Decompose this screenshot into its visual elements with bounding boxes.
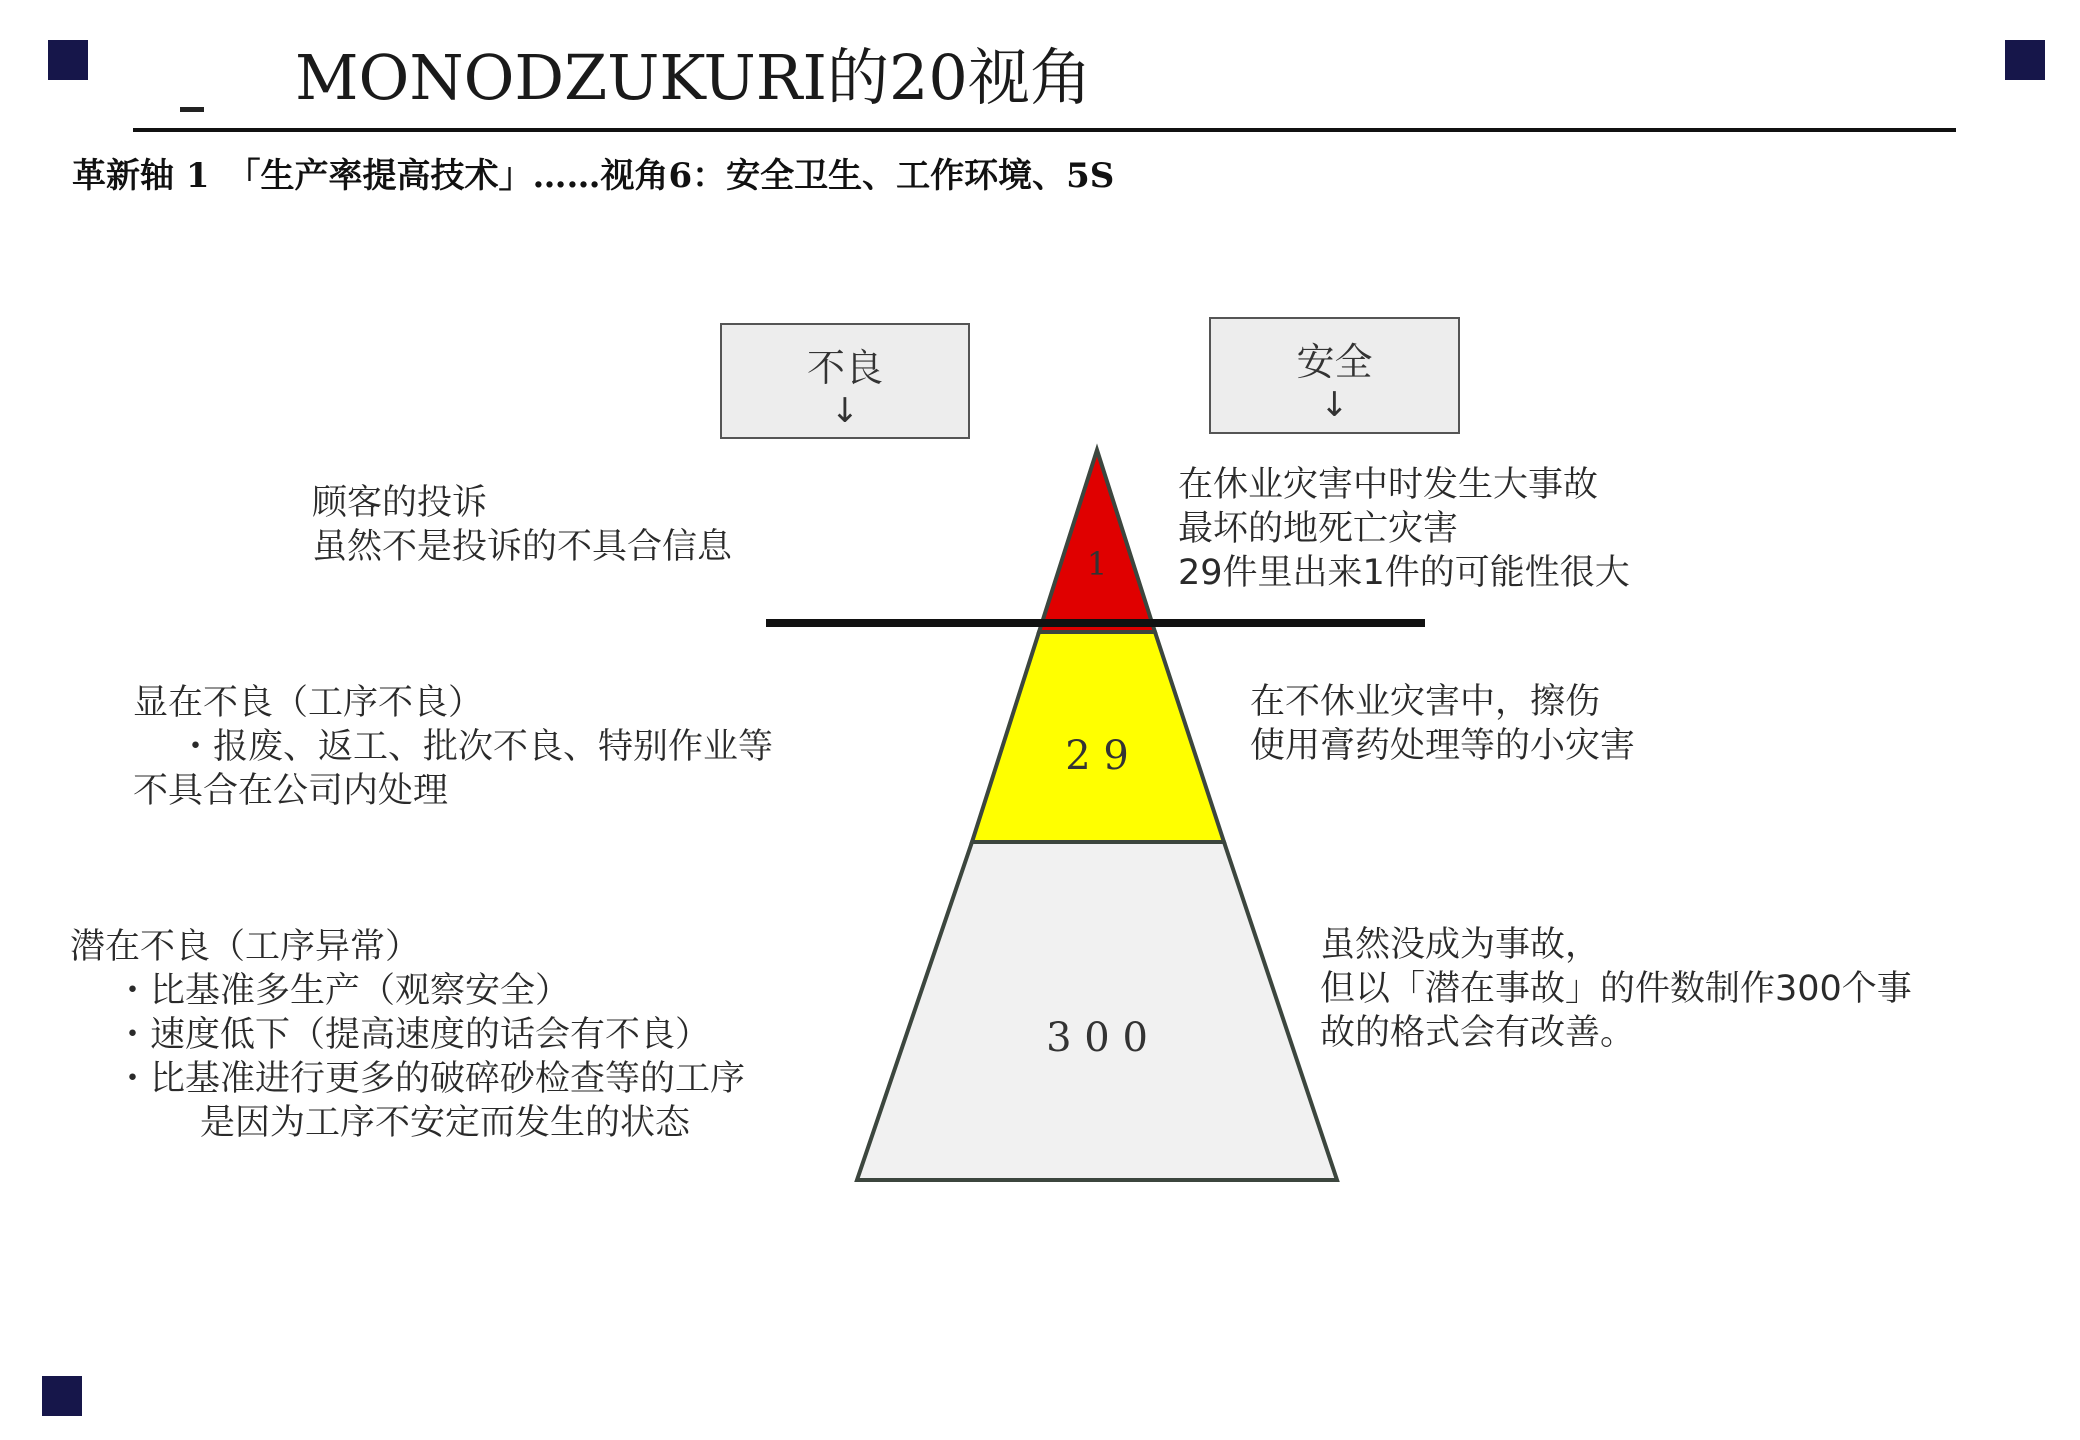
left-note-top xyxy=(312,481,732,569)
defect-header-label: 不良 xyxy=(806,346,883,390)
note-line: 但以「潜在事故」的件数制作300个事 xyxy=(1320,969,1912,1009)
note-line: 是因为工序不安定而发生的状态 xyxy=(200,1103,691,1143)
note-line: 最坏的地死亡灾害 xyxy=(1178,509,1459,549)
safety-header-label: 安全 xyxy=(1296,340,1373,384)
pyramid-value-middle: 2 9 xyxy=(1065,733,1129,779)
note-line: 在不休业灾害中，擦伤 xyxy=(1250,682,1601,722)
left-note-middle xyxy=(133,681,773,813)
note-line: 使用膏药处理等的小灾害 xyxy=(1250,726,1636,766)
left-note-bottom xyxy=(70,925,745,1145)
note-line: ・比基准进行更多的破碎砂检查等的工序 xyxy=(115,1059,746,1099)
page-title: MONODZUKURI的20视角 xyxy=(295,41,1092,114)
note-line: 不具合在公司内处理 xyxy=(133,771,449,811)
note-line: 29件里出来1件的可能性很大 xyxy=(1178,553,1630,593)
note-line: 虽然不是投诉的不具合信息 xyxy=(312,527,733,567)
note-line: ・报废、返工、批次不良、特别作业等 xyxy=(178,727,774,767)
down-arrow-icon: ↓ xyxy=(1320,385,1349,425)
right-note-middle xyxy=(1250,680,1635,768)
pyramid-value-top: 1 xyxy=(1086,545,1108,583)
note-line: 虽然没成为事故， xyxy=(1320,925,1601,965)
pyramid-level-bottom xyxy=(857,842,1337,1180)
right-note-bottom xyxy=(1320,923,1912,1055)
note-line: 潜在不良（工序异常） xyxy=(70,927,421,967)
note-line: ・速度低下（提高速度的话会有不良） xyxy=(115,1015,711,1055)
note-line: 顾客的投诉 xyxy=(312,483,488,523)
pyramid-value-bottom: 3 0 0 xyxy=(1046,1015,1148,1061)
pyramid-level-top xyxy=(1039,450,1155,632)
right-note-top xyxy=(1178,463,1630,595)
note-line: 故的格式会有改善。 xyxy=(1320,1013,1636,1053)
note-line: 在休业灾害中时发生大事故 xyxy=(1178,465,1599,505)
note-line: ・比基准多生产（观察安全） xyxy=(115,971,571,1011)
down-arrow-icon: ↓ xyxy=(830,391,860,431)
page-subtitle: 革新轴 1 「生产率提高技术」……视角6：安全卫生、工作环境、5S xyxy=(72,156,1115,196)
note-line: 显在不良（工序不良） xyxy=(133,683,484,723)
